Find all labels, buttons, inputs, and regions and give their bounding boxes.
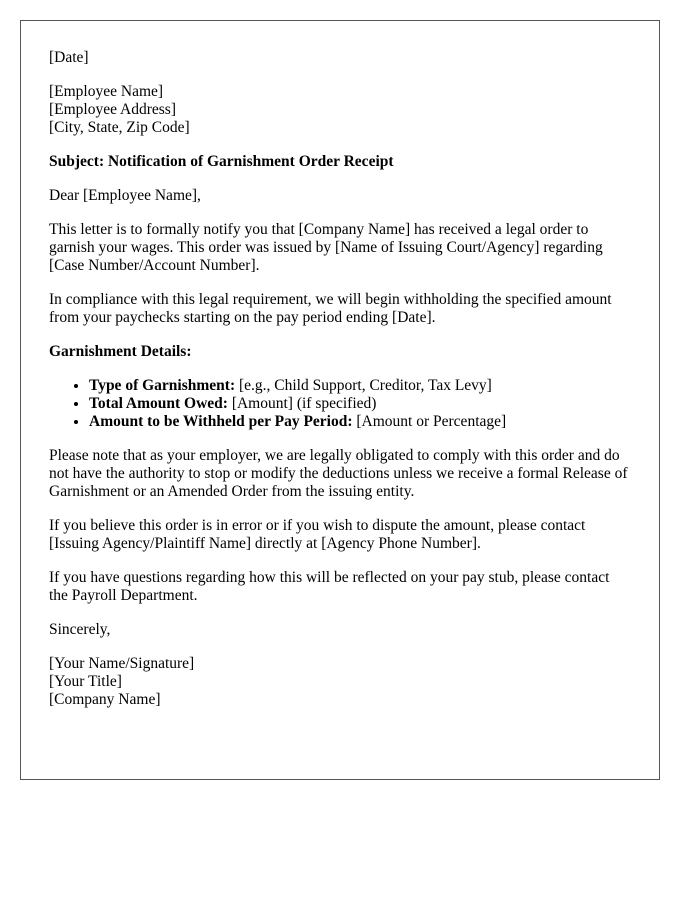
letter-salutation: Dear [Employee Name], bbox=[49, 187, 201, 204]
body-paragraph-obligation: Please note that as your employer, we are legally obligated to comply with this order and do not have the authority to stop or modify the deductions unless we receive a formal Release of Garnishment or an Amended Order from the issuing entity. bbox=[49, 447, 628, 500]
body-paragraph-dispute: If you believe this order is in error or if you wish to dispute the amount, please contact [Issuing Agency/Plaintiff Name] directly at [Agency Phone Number]. bbox=[49, 517, 586, 552]
letter-date: [Date] bbox=[49, 49, 89, 66]
recipient-city: [City, State, Zip Code] bbox=[49, 119, 190, 136]
recipient-name: [Employee Name] bbox=[49, 83, 164, 100]
detail-value: [Amount] (if specified) bbox=[227, 395, 377, 412]
recipient-address: [Employee Address] bbox=[49, 101, 176, 118]
body-paragraph-notification: This letter is to formally notify you that [Company Name] has received a legal order to garnish your wages. This order was issued by [Name of Issuing Court/Agency] regarding [Case Number/Account Number]. bbox=[49, 221, 603, 274]
letter-closing: Sincerely, bbox=[49, 621, 111, 638]
detail-label: Type of Garnishment: bbox=[89, 377, 236, 394]
signature-block bbox=[49, 655, 631, 709]
signature-company: [Company Name] bbox=[49, 691, 161, 708]
letter-subject: Subject: Notification of Garnishment Order Receipt bbox=[49, 153, 394, 170]
recipient-address-block bbox=[49, 83, 631, 137]
detail-value: [Amount or Percentage] bbox=[352, 413, 507, 430]
detail-label: Total Amount Owed: bbox=[89, 395, 228, 412]
signature-name: [Your Name/Signature] bbox=[49, 655, 195, 672]
detail-item-per-period bbox=[89, 413, 631, 431]
letter-document bbox=[20, 20, 660, 780]
garnishment-details-list bbox=[49, 377, 631, 431]
body-paragraph-compliance: In compliance with this legal requirement, we will begin withholding the specified amount from your paychecks starting on the pay period ending [Date]. bbox=[49, 291, 612, 326]
detail-item-type bbox=[89, 377, 631, 395]
detail-label: Amount to be Withheld per Pay Period: bbox=[89, 413, 353, 430]
detail-item-total bbox=[89, 395, 631, 413]
signature-title: [Your Title] bbox=[49, 673, 122, 690]
detail-value: [e.g., Child Support, Creditor, Tax Levy] bbox=[235, 377, 492, 394]
body-paragraph-payroll: If you have questions regarding how this will be reflected on your pay stub, please contact the Payroll Department. bbox=[49, 569, 610, 604]
details-heading: Garnishment Details: bbox=[49, 343, 192, 360]
